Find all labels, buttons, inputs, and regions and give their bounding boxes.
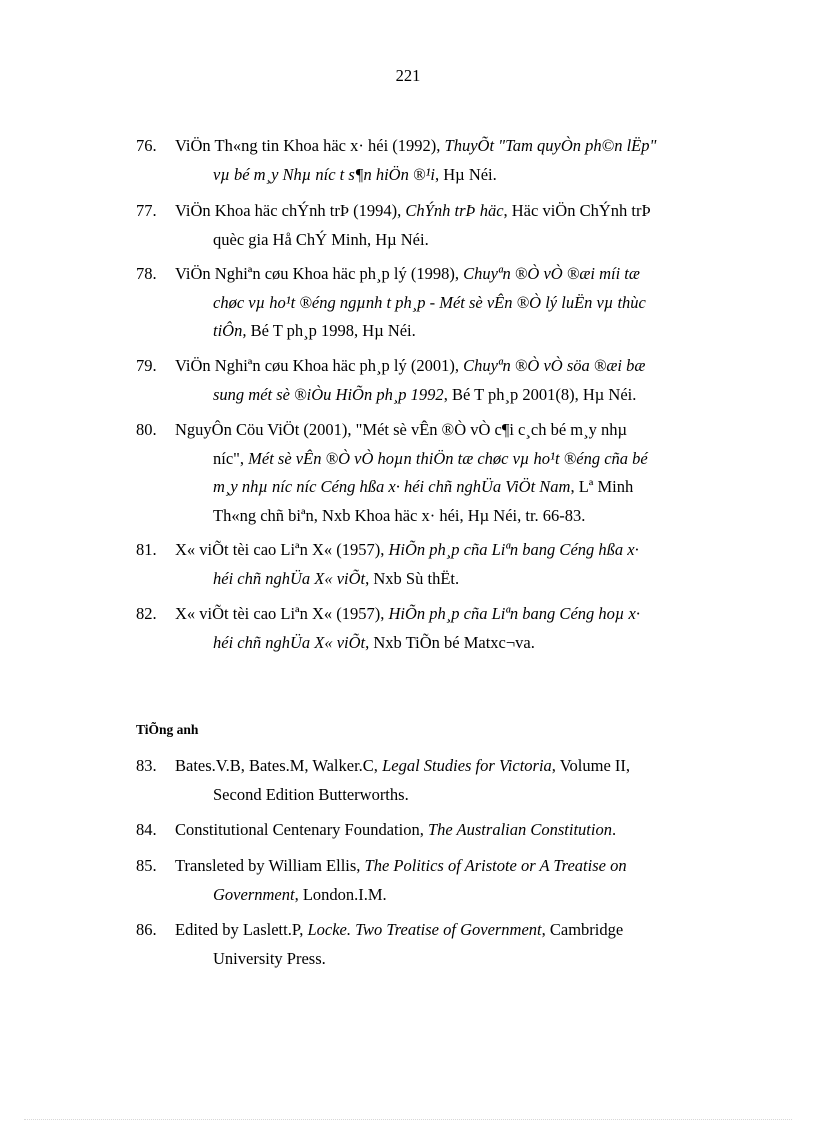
reference-continuation-line: [136, 502, 738, 531]
reference-item-85: [136, 852, 738, 909]
reference-title-text: vµ bé m¸y Nhµ níc t s¶n hiÖn ®¹i: [213, 164, 436, 184]
reference-text: X« viÕt tèi cao Liªn X« (1957),: [175, 604, 389, 623]
reference-text: Transleted by William Ellis,: [175, 856, 365, 875]
reference-text: , Lª Minh: [570, 477, 634, 496]
reference-item-80: [136, 416, 738, 530]
reference-item-81: [136, 536, 738, 593]
reference-text: , Bé T ph¸p 2001(8), Hµ Néi.: [443, 384, 637, 404]
reference-item-83: [136, 752, 738, 809]
reference-number: 79.: [136, 356, 157, 375]
reference-text: , Nxb Sù thËt.: [365, 568, 460, 588]
reference-number: 86.: [136, 920, 157, 939]
reference-item-78: [136, 260, 738, 346]
reference-item-77: [136, 197, 738, 254]
reference-title-text: héi chñ nghÜa X« viÕt: [213, 632, 366, 652]
reference-title-text: tiÔn,: [213, 321, 247, 340]
reference-continuation-line: [136, 881, 738, 910]
reference-text: Constitutional Centenary Foundation,: [175, 820, 428, 839]
reference-continuation-line: [136, 381, 738, 410]
reference-text: Edited by Laslett.P,: [175, 920, 308, 939]
reference-text: ViÖn Th«ng tin Khoa häc x· héi (1992),: [175, 136, 445, 155]
reference-text: níc",: [213, 448, 249, 468]
reference-continuation-line: [136, 161, 738, 190]
reference-number: 78.: [136, 264, 157, 283]
reference-title-text: Locke. Two Treatise of Government: [307, 920, 542, 939]
page-number: 221: [395, 66, 421, 85]
reference-text: ViÖn Khoa häc chÝnh trÞ (1994),: [175, 201, 406, 220]
reference-number: 76.: [136, 136, 157, 155]
reference-number: 83.: [136, 756, 157, 775]
reference-title-text: Legal Studies for Victoria: [382, 756, 552, 775]
reference-continuation-line: [136, 565, 738, 594]
reference-title-text: Chuyªn ®Ò vÒ söa ®æi bæ: [463, 356, 646, 375]
reference-text: .: [611, 820, 617, 839]
reference-number: 85.: [136, 856, 157, 875]
reference-title-text: chøc vµ ho¹t ®éng ngµnh t ph¸p - Mét sè vÊn ®Ò lý luËn vµ thùc: [213, 292, 646, 312]
reference-text: Th«ng chñ biªn, Nxb Khoa häc x· héi, Hµ Néi, tr. 66-83.: [213, 505, 586, 525]
reference-number: 81.: [136, 540, 157, 559]
reference-number: 77.: [136, 201, 157, 220]
reference-title-text: héi chñ nghÜa X« viÕt: [213, 568, 366, 588]
reference-title-text: sung mét sè ®iÒu HiÕn ph¸p 1992: [213, 384, 444, 404]
reference-item-84: [136, 816, 738, 845]
reference-text: , Nxb TiÕn bé Matxc¬va.: [365, 632, 535, 652]
reference-text: University Press.: [213, 948, 326, 968]
reference-text: Second Edition Butterworths.: [213, 784, 409, 804]
reference-text: , Hµ Néi.: [435, 164, 497, 184]
reference-text: ViÖn Nghiªn cøu Khoa häc ph¸p lý (1998),: [175, 264, 464, 283]
page-footer-rule: [24, 1119, 792, 1120]
reference-text: , London.I.M.: [294, 884, 387, 904]
reference-item-79: [136, 352, 738, 409]
reference-text: , Cambridge: [541, 920, 624, 939]
reference-title-text: HiÕn ph¸p cña Liªn bang Céng hoµ x·: [388, 604, 640, 623]
reference-text: Bé T ph¸p 1998, Hµ Néi.: [246, 321, 416, 340]
reference-title-text: ThuyÕt "Tam quyÒn ph©n lËp": [444, 136, 657, 155]
reference-text: NguyÔn Cöu ViÖt (2001), "Mét sè vÊn ®Ò vÒ c¶i c¸ch bé m¸y nhµ: [175, 420, 627, 439]
reference-item-76: [136, 132, 738, 189]
reference-continuation-line: [136, 289, 738, 318]
reference-text: ViÖn Nghiªn cøu Khoa häc ph¸p lý (2001),: [175, 356, 464, 375]
reference-continuation-line: [136, 945, 738, 974]
reference-continuation-line: [136, 629, 738, 658]
reference-continuation-line: [136, 317, 738, 346]
section-heading-english: TiÕng anh: [136, 722, 199, 737]
reference-continuation-line: [136, 226, 738, 255]
reference-title-text: The Australian Constitution: [427, 820, 612, 839]
reference-title-text: Chuyªn ®Ò vÒ ®æi míi tæ: [463, 264, 640, 283]
reference-title-text: ChÝnh trÞ häc: [405, 201, 504, 220]
reference-number: 82.: [136, 604, 157, 623]
reference-title-text: The Politics of Aristote or A Treatise on: [364, 856, 627, 875]
reference-text: , Häc viÖn ChÝnh trÞ: [503, 201, 651, 220]
reference-title-text: Mét sè vÊn ®Ò vÒ hoµn thiÖn tæ chøc vµ ho¹t ®éng cña bé: [248, 448, 648, 468]
reference-text: , Volume II,: [551, 756, 631, 775]
reference-text: quèc gia Hå ChÝ Minh, Hµ Néi.: [213, 229, 429, 249]
reference-text: X« viÕt tèi cao Liªn X« (1957),: [175, 540, 389, 559]
reference-item-86: [136, 916, 738, 973]
reference-continuation-line: [136, 781, 738, 810]
reference-title-text: m¸y nhµ níc níc Céng hßa x· héi chñ nghÜa ViÖt Nam: [213, 477, 571, 496]
reference-item-82: [136, 600, 738, 657]
reference-number: 84.: [136, 820, 157, 839]
reference-title-text: Government: [213, 884, 295, 904]
reference-continuation-line: [136, 445, 738, 474]
reference-text: Bates.V.B, Bates.M, Walker.C,: [175, 756, 383, 775]
reference-continuation-line: [136, 473, 738, 502]
reference-title-text: HiÕn ph¸p cña Liªn bang Céng hßa x·: [388, 540, 639, 559]
reference-number: 80.: [136, 420, 157, 439]
